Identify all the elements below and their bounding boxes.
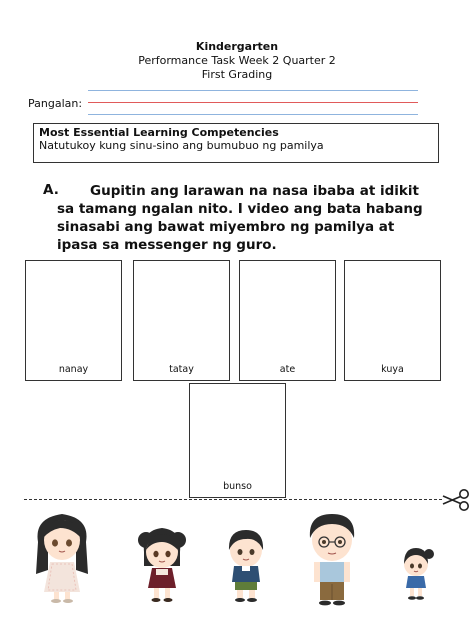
box-kuya[interactable] <box>344 260 441 381</box>
competencies-box <box>33 123 439 163</box>
writing-line-middle[interactable] <box>88 102 418 103</box>
grade-title: Kindergarten <box>195 40 279 53</box>
competencies-text: Natutukoy kung sinu-sino ang bumubuo ng pamilya <box>39 139 324 152</box>
competencies-title: Most Essential Learning Competencies <box>39 126 279 139</box>
sister-figure[interactable] <box>132 522 192 604</box>
period-title: First Grading <box>201 68 273 81</box>
task-title: Performance Task Week 2 Quarter 2 <box>138 54 336 67</box>
brother-figure[interactable] <box>218 524 274 604</box>
box-tatay[interactable] <box>133 260 230 381</box>
name-label: Pangalan: <box>28 97 83 110</box>
box-nanay[interactable] <box>25 260 122 381</box>
scissors-icon <box>440 488 472 512</box>
mother-figure[interactable] <box>30 508 94 604</box>
writing-line-top <box>88 90 418 91</box>
box-ate[interactable] <box>239 260 336 381</box>
box-label-kuya: kuya <box>381 364 404 375</box>
box-bunso[interactable] <box>189 383 286 498</box>
baby-figure[interactable] <box>396 544 438 604</box>
box-label-nanay: nanay <box>58 364 89 375</box>
writing-line-bottom <box>88 114 418 115</box>
instruction-text: Gupitin ang larawan na nasa ibaba at idikit sa tamang ngalan nito. I video ang bata habang sinasabi ang bawat miyembro ng pamilya at ipasa sa messenger ng guro. <box>57 183 423 253</box>
box-label-ate: ate <box>279 364 296 375</box>
box-label-bunso: bunso <box>223 481 252 492</box>
box-label-tatay: tatay <box>169 364 194 375</box>
instruction-letter: A. <box>43 182 59 198</box>
cut-line <box>24 499 442 500</box>
father-figure[interactable] <box>298 510 366 610</box>
